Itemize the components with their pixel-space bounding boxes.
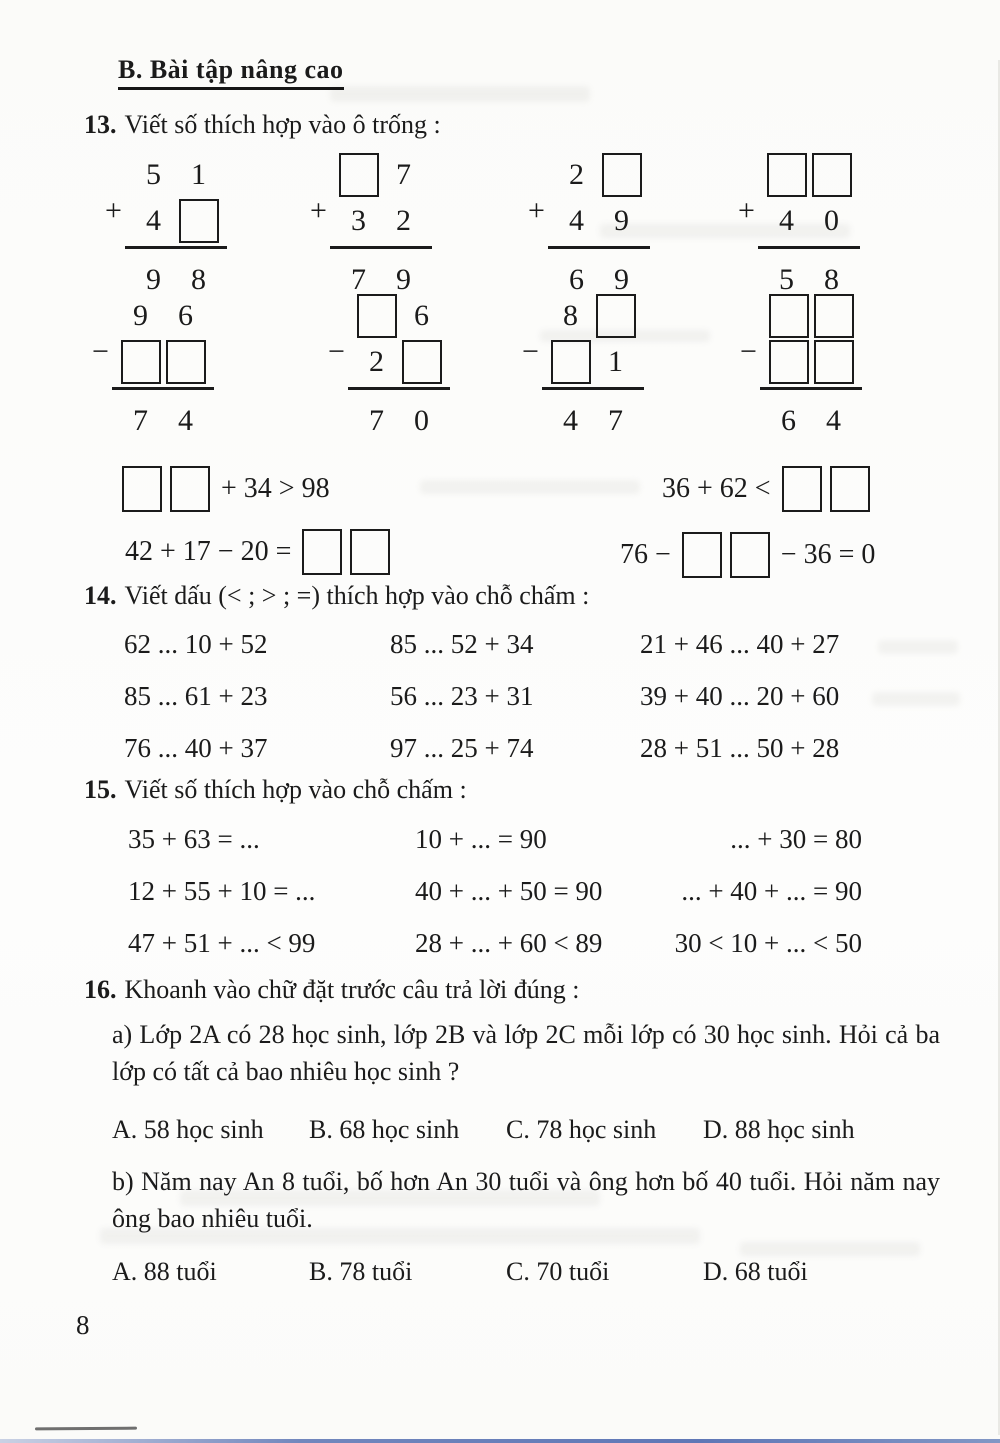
problem-row bbox=[118, 339, 214, 385]
empty-box bbox=[339, 153, 379, 197]
choice-d: D. 88 học sinh bbox=[703, 1115, 855, 1144]
answer-line bbox=[760, 387, 862, 390]
digit-cell: 3 bbox=[351, 204, 366, 237]
empty-box-cell bbox=[593, 293, 638, 339]
plus-operator: + bbox=[528, 194, 545, 227]
plus-operator: + bbox=[738, 194, 755, 227]
digit-cell: 7 bbox=[608, 404, 623, 437]
expression: 76 ... 40 + 37 bbox=[124, 732, 268, 763]
answer-line bbox=[348, 387, 450, 390]
digit-cell: 9 bbox=[614, 263, 629, 296]
digit-cell: 2 bbox=[396, 204, 411, 237]
column-problem bbox=[328, 293, 450, 444]
equation-text: 42 + 17 − 20 = bbox=[125, 536, 299, 567]
problem-row bbox=[548, 398, 644, 444]
empty-box-cell bbox=[399, 339, 444, 385]
problem-grid bbox=[554, 152, 650, 303]
empty-box bbox=[402, 340, 442, 384]
choice-c: C. 70 tuổi bbox=[506, 1257, 610, 1286]
digit-cell: 5 bbox=[779, 263, 794, 296]
exercise-13-title bbox=[84, 110, 441, 140]
problem-row bbox=[354, 339, 450, 385]
equation-text: − 36 = 0 bbox=[773, 539, 876, 570]
empty-box bbox=[122, 466, 162, 512]
box-equation bbox=[125, 526, 394, 578]
expression: 40 + ... + 50 = 90 bbox=[415, 875, 603, 906]
problem-row bbox=[766, 293, 862, 339]
answer-line bbox=[542, 387, 644, 390]
problem-row bbox=[131, 152, 227, 198]
answer-line bbox=[125, 246, 227, 249]
expression: ... + 30 = 80 bbox=[730, 823, 862, 854]
equation-text: 36 + 62 < bbox=[662, 473, 778, 504]
minus-operator: − bbox=[740, 335, 757, 368]
expression: 85 ... 61 + 23 bbox=[124, 680, 268, 711]
column-problem bbox=[528, 152, 650, 303]
section-header: B. Bài tập nâng cao bbox=[118, 55, 344, 90]
empty-box bbox=[830, 466, 870, 512]
digit-cell: 2 bbox=[369, 345, 384, 378]
digit-cell: 8 bbox=[563, 299, 578, 332]
expression: 39 + 40 ... 20 + 60 bbox=[640, 680, 840, 711]
expression: 56 ... 23 + 31 bbox=[390, 680, 534, 711]
box-equation bbox=[662, 463, 874, 515]
exercise-number: 15. bbox=[84, 775, 117, 804]
problem-row bbox=[336, 198, 432, 244]
choice-a: A. 88 tuổi bbox=[112, 1257, 217, 1286]
column-problem bbox=[740, 293, 862, 444]
problem-row bbox=[118, 293, 214, 339]
digit-cell: 9 bbox=[146, 263, 161, 296]
digit-cell: 6 bbox=[781, 404, 796, 437]
digit-cell: 1 bbox=[191, 158, 206, 191]
digit-cell: 4 bbox=[826, 404, 841, 437]
choice-b: B. 68 học sinh bbox=[309, 1115, 460, 1144]
problem-grid bbox=[336, 152, 432, 303]
problem-grid bbox=[766, 293, 862, 444]
expression: 47 + 51 + ... < 99 bbox=[128, 927, 316, 958]
choice-a: A. 58 học sinh bbox=[112, 1115, 264, 1144]
digit-cell: 7 bbox=[351, 263, 366, 296]
empty-box-cell bbox=[766, 293, 811, 339]
expression: 35 + 63 = ... bbox=[128, 823, 260, 854]
expression: 12 + 55 + 10 = ... bbox=[128, 875, 316, 906]
problem-grid bbox=[764, 152, 860, 303]
empty-box bbox=[782, 466, 822, 512]
empty-box-cell bbox=[548, 339, 593, 385]
empty-box-cell bbox=[176, 198, 221, 244]
empty-box bbox=[812, 153, 852, 197]
choices-b bbox=[112, 1252, 900, 1292]
exercise-text: Viết số thích hợp vào chỗ chấm : bbox=[124, 775, 467, 804]
empty-box bbox=[302, 529, 342, 575]
equation-text: + 34 > 98 bbox=[214, 473, 330, 504]
digit-cell: 2 bbox=[569, 158, 584, 191]
problem-row bbox=[554, 152, 650, 198]
empty-box bbox=[357, 294, 397, 338]
problem-row bbox=[118, 398, 214, 444]
digit-cell: 6 bbox=[569, 263, 584, 296]
digit-cell: 4 bbox=[563, 404, 578, 437]
empty-box-cell bbox=[766, 339, 811, 385]
exercise-15-items bbox=[128, 813, 862, 969]
digit-cell: 1 bbox=[608, 345, 623, 378]
equation-text: 76 − bbox=[620, 539, 678, 570]
exercise-15-title bbox=[84, 775, 467, 805]
digit-cell: 7 bbox=[133, 404, 148, 437]
empty-box bbox=[730, 532, 770, 578]
exercise-text: Khoanh vào chữ đặt trước câu trả lời đúng : bbox=[124, 975, 580, 1004]
digit-cell: 7 bbox=[369, 404, 384, 437]
digit-cell: 7 bbox=[396, 158, 411, 191]
exercise-text: Viết số thích hợp vào ô trống : bbox=[124, 110, 441, 139]
expression: 28 + 51 ... 50 + 28 bbox=[640, 732, 840, 763]
expression: 21 + 46 ... 40 + 27 bbox=[640, 628, 840, 659]
problem-grid bbox=[548, 293, 644, 444]
digit-cell: 0 bbox=[824, 204, 839, 237]
expression: 62 ... 10 + 52 bbox=[124, 628, 268, 659]
digit-cell: 6 bbox=[414, 299, 429, 332]
scan-artifact-dash bbox=[35, 1427, 137, 1431]
answer-line bbox=[112, 387, 214, 390]
digit-cell: 9 bbox=[614, 204, 629, 237]
answer-line bbox=[758, 246, 860, 249]
exercise-16-title bbox=[84, 975, 579, 1005]
problem-row bbox=[766, 339, 862, 385]
minus-operator: − bbox=[92, 335, 109, 368]
digit-cell: 4 bbox=[779, 204, 794, 237]
problem-row bbox=[764, 198, 860, 244]
problem-row bbox=[354, 293, 450, 339]
digit-cell: 4 bbox=[146, 204, 161, 237]
empty-box-cell bbox=[599, 152, 644, 198]
expression: 85 ... 52 + 34 bbox=[390, 628, 534, 659]
exercise-number: 14. bbox=[84, 581, 117, 610]
digit-cell: 0 bbox=[414, 404, 429, 437]
digit-cell: 6 bbox=[178, 299, 193, 332]
plus-operator: + bbox=[105, 194, 122, 227]
empty-box-cell bbox=[811, 293, 856, 339]
question-b: b) Năm nay An 8 tuổi, bố hơn An 30 tuổi và ông hơn bố 40 tuổi. Hỏi năm nay ông bao nhiêu tuổi. bbox=[112, 1167, 940, 1233]
empty-box-cell bbox=[354, 293, 399, 339]
empty-box bbox=[814, 340, 854, 384]
digit-cell: 4 bbox=[178, 404, 193, 437]
choice-b: B. 78 tuổi bbox=[309, 1257, 413, 1286]
problem-grid bbox=[118, 293, 214, 444]
problem-row bbox=[354, 398, 450, 444]
choice-c: C. 78 học sinh bbox=[506, 1115, 657, 1144]
column-problem bbox=[92, 293, 214, 444]
choice-d: D. 68 tuổi bbox=[703, 1257, 808, 1286]
digit-cell: 9 bbox=[396, 263, 411, 296]
minus-operator: − bbox=[522, 335, 539, 368]
empty-box-cell bbox=[764, 152, 809, 198]
problem-row bbox=[766, 398, 862, 444]
expression: 30 < 10 + ... < 50 bbox=[674, 927, 862, 958]
empty-box bbox=[551, 340, 591, 384]
problem-row bbox=[764, 152, 860, 198]
empty-box bbox=[166, 340, 206, 384]
column-problem bbox=[105, 152, 227, 303]
question-a: a) Lớp 2A có 28 học sinh, lớp 2B và lớp 2C mỗi lớp có 30 học sinh. Hỏi cả ba lớp có tất cả bao nhiêu học sinh ? bbox=[112, 1020, 940, 1086]
empty-box bbox=[602, 153, 642, 197]
problem-row bbox=[554, 198, 650, 244]
problem-grid bbox=[354, 293, 450, 444]
exercise-text: Viết dấu (< ; > ; =) thích hợp vào chỗ chấm : bbox=[124, 581, 590, 610]
empty-box-cell bbox=[811, 339, 856, 385]
expression: 10 + ... = 90 bbox=[415, 823, 547, 854]
digit-cell: 4 bbox=[569, 204, 584, 237]
digit-cell: 5 bbox=[146, 158, 161, 191]
answer-line bbox=[548, 246, 650, 249]
minus-operator: − bbox=[328, 335, 345, 368]
exercise-number: 13. bbox=[84, 110, 117, 139]
answer-line bbox=[330, 246, 432, 249]
digit-cell: 8 bbox=[191, 263, 206, 296]
exercise-number: 16. bbox=[84, 975, 117, 1004]
empty-box-cell bbox=[163, 339, 208, 385]
empty-box-cell bbox=[336, 152, 381, 198]
expression: 97 ... 25 + 74 bbox=[390, 732, 534, 763]
column-problem bbox=[522, 293, 644, 444]
expression: ... + 40 + ... = 90 bbox=[681, 875, 862, 906]
empty-box bbox=[814, 294, 854, 338]
problem-row bbox=[131, 198, 227, 244]
page-number: 8 bbox=[76, 1310, 90, 1340]
empty-box bbox=[170, 466, 210, 512]
choices-a bbox=[112, 1110, 900, 1150]
digit-cell: 9 bbox=[133, 299, 148, 332]
plus-operator: + bbox=[310, 194, 327, 227]
box-equation bbox=[620, 529, 875, 581]
empty-box bbox=[350, 529, 390, 575]
empty-box bbox=[769, 340, 809, 384]
scan-artifact-bottom-edge bbox=[0, 1439, 1000, 1443]
column-problem bbox=[310, 152, 432, 303]
column-problem bbox=[738, 152, 860, 303]
empty-box bbox=[596, 294, 636, 338]
exercise-14-title bbox=[84, 581, 589, 611]
empty-box bbox=[121, 340, 161, 384]
expression: 28 + ... + 60 < 89 bbox=[415, 927, 603, 958]
problem-grid bbox=[131, 152, 227, 303]
exercise-14-items bbox=[124, 618, 894, 774]
empty-box-cell bbox=[809, 152, 854, 198]
problem-row bbox=[548, 293, 644, 339]
bleedthrough-smudge bbox=[420, 480, 640, 494]
digit-cell: 8 bbox=[824, 263, 839, 296]
problem-row bbox=[336, 152, 432, 198]
problem-row bbox=[548, 339, 644, 385]
bleedthrough-smudge bbox=[330, 86, 590, 102]
empty-box-cell bbox=[118, 339, 163, 385]
empty-box bbox=[767, 153, 807, 197]
empty-box bbox=[769, 294, 809, 338]
empty-box bbox=[179, 199, 219, 243]
empty-box bbox=[682, 532, 722, 578]
box-equation bbox=[118, 463, 330, 515]
